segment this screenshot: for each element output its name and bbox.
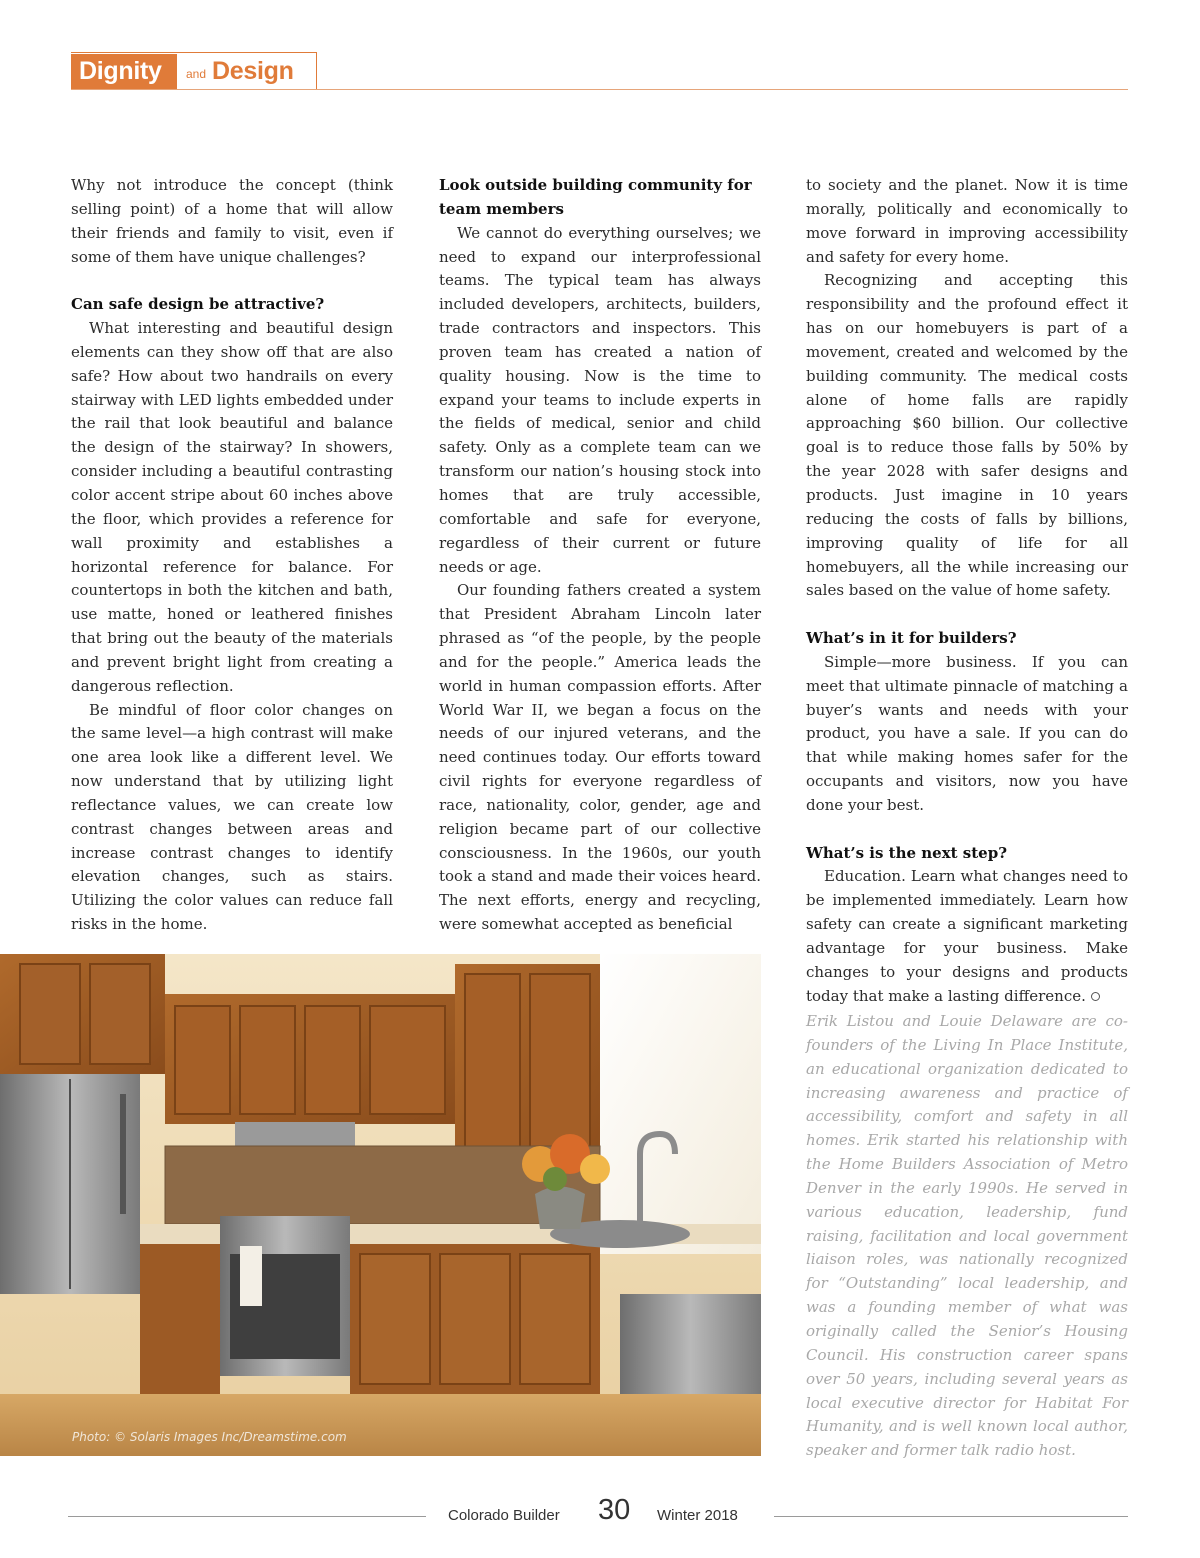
column1-intro: Why not introduce the concept (think selling point) of a home that will allow their friends and family to visit, even if some of them have unique challenges? xyxy=(71,176,393,266)
footer-rule-right xyxy=(774,1516,1128,1517)
column1-paragraph-2: Be mindful of floor color changes on the same level—a high contrast will make one area look like a different level. We now understand that by utilizing light reflectance values, we can create low contrast changes between areas and increase contrast changes to identify elevation changes, such as stairs. Utilizing the color values can reduce fall risks in the home. xyxy=(71,700,393,934)
footer-publication: Colorado Builder xyxy=(448,1507,560,1524)
article-column-1 xyxy=(71,174,393,937)
section-title-word1: Dignity xyxy=(79,57,162,85)
column3-paragraph-3-text: Education. Learn what changes need to be implemented immediately. Learn how safety can create a significant marketing advantage for your business. Make changes to your designs and products today that make a lasting difference. xyxy=(806,867,1128,1005)
footer-rule-left xyxy=(68,1516,426,1517)
author-bio: Erik Listou and Louie Delaware are co-founders of the Living In Place Institute, an educational organization dedicated to increasing awareness and practice of accessibility, comfort and safety in all homes. Erik started his relationship with the Home Builders Association of Metro Denver in the early 1990s. He served in various education, leadership, fund raising, facilitation and local government liaison roles, was nationally recognized for “Outstanding” local leadership, and was a founding member of what was originally called the Senior’s Housing Council. His construction career spans over 50 years, including several years as local executive director for Habitat For Humanity, and is well known local author, speaker and former talk radio host. xyxy=(806,1012,1128,1460)
column2-paragraph-2: Our founding fathers created a system that President Abraham Lincoln later phrased as “of the people, by the people and for the people.” America leads the world in human compassion efforts. After World War II, we began a focus on the needs of our injured veterans, and the need continues today. Our efforts toward civil rights for everyone regardless of race, nationality, color, gender, age and religion became part of our collective consciousness. In the 1960s, our youth took a stand and made their voices heard. The next efforts, energy and recycling, were somewhat accepted as beneficial xyxy=(439,581,761,934)
header-bottom-rule xyxy=(71,89,1128,90)
header-top-rule xyxy=(71,52,317,53)
end-of-article-circle-icon xyxy=(1091,992,1100,1001)
article-column-2 xyxy=(439,174,761,937)
section-header xyxy=(71,52,1128,90)
column3-paragraph-3 xyxy=(806,865,1128,1008)
photo-credit: Photo: © Solaris Images Inc/Dreamstime.com xyxy=(72,1430,347,1444)
section-title-word2: Design xyxy=(212,57,294,85)
column3-heading-2: What’s is the next step? xyxy=(806,843,1007,862)
section-title-connector: and xyxy=(186,67,207,81)
article-column-3 xyxy=(806,174,1128,1009)
column3-paragraph-1: Recognizing and accepting this responsibility and the profound effect it has on our homebuyers is part of a movement, created and welcomed by the building community. The medical costs alone of home falls are rapidly approaching $60 billion. Our collective goal is to reduce those falls by 50% by the year 2028 with safer designs and products. Just imagine in 10 years reducing the costs of falls by billions, improving quality of life for all homebuyers, all the while increasing our sales based on the value of home safety. xyxy=(806,271,1128,600)
column2-heading: Look outside building community for team members xyxy=(439,176,752,218)
column3-heading-1: What’s in it for builders? xyxy=(806,629,1017,648)
column3-paragraph-2: Simple—more business. If you can meet that ultimate pinnacle of matching a buyer’s wants and needs with your product, you have a sale. If you can do that while making homes safer for the occupants and visitors, now you have done your best. xyxy=(806,652,1128,814)
footer-issue: Winter 2018 xyxy=(657,1507,738,1524)
footer-page-number: 30 xyxy=(598,1494,631,1526)
section-title-box xyxy=(71,54,177,89)
kitchen-photo xyxy=(0,954,761,1456)
column1-paragraph-1: What interesting and beautiful design elements can they show off that are also safe? How about two handrails on every stairway with LED lights embedded under the rail that look beautiful and balance the design of the stairway? In showers, consider including a beautiful contrasting color accent stripe about 60 inches above the floor, which provides a reference for wall proximity and establishes a horizontal reference for balance. For countertops in both the kitchen and bath, use matte, honed or leathered finishes that bring out the beauty of the materials and prevent bright light from creating a dangerous reflection. xyxy=(71,319,393,695)
header-side-rule xyxy=(316,52,317,89)
column3-continuation: to society and the planet. Now it is time morally, politically and economically to move forward in improving accessibility and safety for every home. xyxy=(806,176,1128,266)
column2-paragraph-1: We cannot do everything ourselves; we need to expand our interprofessional teams. The typical team has always included developers, architects, builders, trade contractors and inspectors. This proven team has created a nation of quality housing. Now is the time to expand your teams to include experts in the fields of medical, senior and child safety. Only as a complete team can we transform our nation’s housing stock into homes that are truly accessible, comfortable and safe for everyone, regardless of their current or future needs or age. xyxy=(439,223,761,576)
column1-heading: Can safe design be attractive? xyxy=(71,295,325,314)
